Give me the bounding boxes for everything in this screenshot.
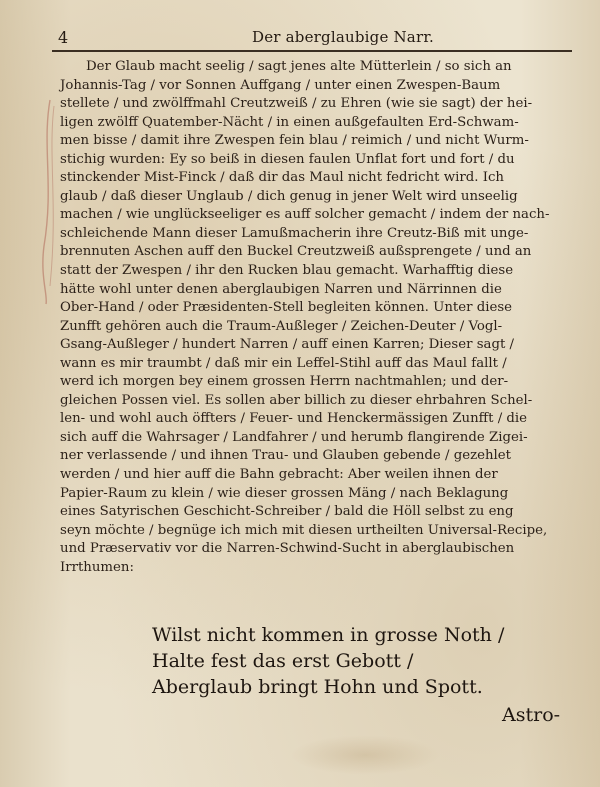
text-line: brennuten Aschen auff den Buckel Creutzweiß außsprengete / und an xyxy=(60,244,532,260)
text-line: schleichende Mann dieser Lamußmacherin ihre Creutz-Biß mit unge- xyxy=(60,225,529,241)
running-head: Der aberglaubige Narr. xyxy=(252,28,435,46)
text-line: Irrthumen: xyxy=(60,559,134,575)
verse-line: Halte fest das erst Gebott / xyxy=(152,650,414,672)
text-line: machen / wie unglückseeliger es auff solcher gemacht / indem der nach- xyxy=(60,207,550,223)
verse-block xyxy=(152,622,562,700)
text-line: statt der Zwespen / ihr den Rucken blau gemacht. Warhafftig diese xyxy=(60,263,514,279)
text-line: gleichen Possen viel. Es sollen aber billich zu dieser ehrbahren Schel- xyxy=(60,392,533,408)
verse-line: Aberglaub bringt Hohn und Spott. xyxy=(152,676,483,698)
marginal-pencil-mark xyxy=(34,96,60,306)
text-line: Papier-Raum zu klein / wie dieser grossen Mäng / nach Beklagung xyxy=(60,485,509,501)
text-line: Ober-Hand / oder Præsidenten-Stell begleiten können. Unter diese xyxy=(60,300,513,316)
text-line: glaub / daß dieser Unglaub / dich genug in jener Welt wird unseelig xyxy=(60,188,518,204)
text-line: ner verlassende / und ihnen Trau- und Glauben gebende / gezehlet xyxy=(60,448,511,464)
text-line: sich auff die Wahrsager / Landfahrer / und herumb flangirende Zigei- xyxy=(60,429,528,445)
page-header xyxy=(52,24,572,52)
text-line: werden / und hier auff die Bahn gebracht: Aber weilen ihnen der xyxy=(60,467,498,483)
text-line: stichig wurden: Ey so beiß in diesen faulen Unflat fort und fort / du xyxy=(60,151,515,167)
text-line: len- und wohl auch öffters / Feuer- und Henckermässigen Zunfft / die xyxy=(60,411,528,427)
text-line: Der Glaub macht seelig / sagt jenes alte Mütterlein / so sich an xyxy=(86,59,512,74)
text-line: Gsang-Außleger / hundert Narren / auff einen Karren; Dieser sagt / xyxy=(60,337,515,353)
text-line: eines Satyrischen Geschicht-Schreiber / bald die Höll selbst zu eng xyxy=(60,504,514,520)
text-line: Johannis-Tag / vor Sonnen Auffgang / unter einen Zwespen-Baum xyxy=(60,77,501,93)
text-line: ligen zwölff Quatember-Nächt / in einen außgefaulten Erd-Schwam- xyxy=(60,114,519,130)
text-line: Zunfft gehören auch die Traum-Außleger / Zeichen-Deuter / Vogl- xyxy=(60,318,503,334)
verse-line: Wilst nicht kommen in grosse Noth / xyxy=(152,624,505,646)
main-paragraph xyxy=(60,58,572,577)
text-line: stinckender Mist-Finck / daß dir das Maul nicht fedricht wird. Ich xyxy=(60,170,504,186)
page-number: 4 xyxy=(58,28,69,47)
text-line: stellete / und zwölffmahl Creutzweiß / zu Ehren (wie sie sagt) der hei- xyxy=(60,96,533,112)
text-line: hätte wohl unter denen aberglaubigen Narren und Närrinnen die xyxy=(60,281,502,297)
text-line: wann es mir traumbt / daß mir ein Leffel-Stihl auff das Maul fallt / xyxy=(60,355,507,371)
catchword: Astro- xyxy=(502,704,561,726)
text-line: men bisse / damit ihre Zwespen fein blau / reimich / und nicht Wurm- xyxy=(60,133,529,149)
paper-stain xyxy=(290,735,440,775)
text-line: und Præservativ vor die Narren-Schwind-Sucht in aberglaubischen xyxy=(60,541,515,557)
text-line: seyn möchte / begnüge ich mich mit diesen urtheilten Universal-Recipe, xyxy=(60,522,548,538)
text-line: werd ich morgen bey einem grossen Herrn nachtmahlen; und der- xyxy=(60,374,509,390)
